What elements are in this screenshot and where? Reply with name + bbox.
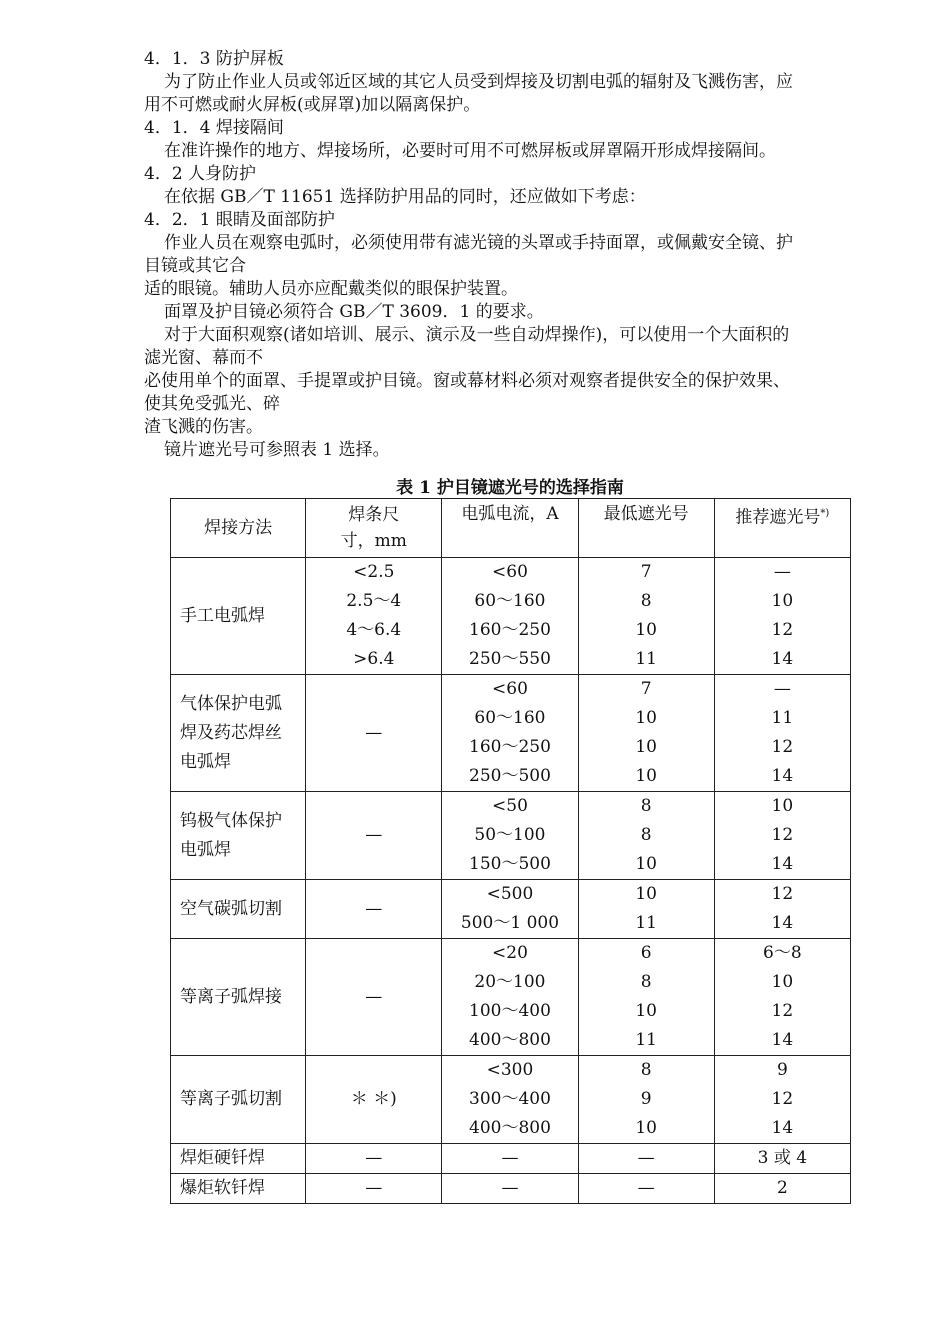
min-value: 10 xyxy=(635,1001,657,1021)
table-body xyxy=(171,558,851,1204)
body-line: 镜片遮光号可参照表 1 选择。 xyxy=(164,440,390,460)
current-value: 60～160 xyxy=(474,708,546,728)
welding-method-text: 气体保护电弧焊及药芯焊丝电弧焊 xyxy=(180,693,282,772)
rec-value: 14 xyxy=(771,766,794,786)
table-row xyxy=(171,1174,851,1204)
size-value: 4～6.4 xyxy=(346,620,402,640)
size-value: — xyxy=(365,1178,383,1198)
current-value: 160～250 xyxy=(469,737,551,757)
body-line: 在依据 GB／T 11651 选择防护用品的同时，还应做如下考虑： xyxy=(164,187,646,207)
min-value: 10 xyxy=(635,708,657,728)
rec-value: 14 xyxy=(771,854,794,874)
size-cell xyxy=(306,1174,442,1204)
current-value: 160～250 xyxy=(469,620,551,640)
body-text xyxy=(144,48,876,462)
welding-method-text: 空气碳弧切割 xyxy=(180,898,282,919)
current-cell xyxy=(442,558,578,675)
table-row xyxy=(171,939,851,1056)
current-value: <300 xyxy=(486,1060,534,1080)
table-row xyxy=(171,558,851,675)
size-cell xyxy=(306,1056,442,1144)
welding-method-text: 爆炬软钎焊 xyxy=(180,1178,265,1198)
body-line: 4．2 人身防护 xyxy=(144,164,257,184)
current-value: <500 xyxy=(486,884,534,904)
min-value: 11 xyxy=(635,649,657,669)
min-cell xyxy=(578,792,714,880)
body-line: 面罩及护目镜必须符合 GB／T 3609．1 的要求。 xyxy=(164,302,544,322)
rec-value: 12 xyxy=(771,737,794,757)
min-value: 9 xyxy=(640,1089,652,1109)
rec-value: 14 xyxy=(771,1118,794,1138)
body-line: 作业人员在观察电弧时，必须使用带有滤光镜的头罩或手持面罩，或佩戴安全镜、护 xyxy=(164,233,793,253)
table-row xyxy=(171,880,851,939)
header-welding-method: 焊接方法 xyxy=(171,499,306,558)
current-value: 100～400 xyxy=(469,1001,551,1021)
size-value: — xyxy=(365,987,383,1007)
current-value: 250～550 xyxy=(469,649,551,669)
body-line: 适的眼镜。辅助人员亦应配戴类似的眼保护装置。 xyxy=(144,279,518,299)
min-value: — xyxy=(637,1178,655,1198)
header-footnote-mark: *) xyxy=(820,508,830,519)
current-value: 400～800 xyxy=(469,1118,551,1138)
body-line: 目镜或其它合 xyxy=(144,256,246,276)
rec-value: 12 xyxy=(771,884,794,904)
body-line: 使其免受弧光、碎 xyxy=(144,394,280,414)
shade-number-table xyxy=(170,498,851,1204)
rec-value: 6～8 xyxy=(763,943,802,963)
min-cell xyxy=(578,1174,714,1204)
current-cell xyxy=(442,1144,578,1174)
rec-cell xyxy=(714,558,850,675)
welding-method-text: 钨极气体保护电弧焊 xyxy=(180,810,282,860)
current-value: 250～500 xyxy=(469,766,551,786)
current-value: <60 xyxy=(492,562,528,582)
welding-method-cell xyxy=(171,1056,306,1144)
min-value: 6 xyxy=(640,943,652,963)
header-min-shade: 最低遮光号 xyxy=(578,499,714,558)
size-cell xyxy=(306,792,442,880)
current-value: — xyxy=(501,1178,519,1198)
min-value: 10 xyxy=(635,1118,657,1138)
size-value: — xyxy=(365,899,383,919)
rec-value: 10 xyxy=(771,591,794,611)
min-value: — xyxy=(637,1148,655,1168)
min-value: 11 xyxy=(635,1030,657,1050)
welding-method-cell xyxy=(171,792,306,880)
min-value: 8 xyxy=(640,972,652,992)
current-value: <20 xyxy=(492,943,528,963)
min-value: 8 xyxy=(640,1060,652,1080)
rec-value: 2 xyxy=(776,1178,788,1198)
current-cell xyxy=(442,1056,578,1144)
body-line: 4．2．1 眼睛及面部防护 xyxy=(144,210,335,230)
min-cell xyxy=(578,1144,714,1174)
min-value: 11 xyxy=(635,913,657,933)
body-line: 渣飞溅的伤害。 xyxy=(144,417,263,437)
current-cell xyxy=(442,939,578,1056)
current-value: 300～400 xyxy=(469,1089,551,1109)
current-value: — xyxy=(501,1148,519,1168)
header-recommended-shade-text: 推荐遮光号 xyxy=(735,507,821,528)
current-value: <50 xyxy=(492,796,528,816)
welding-method-cell xyxy=(171,1144,306,1174)
header-arc-current: 电弧电流，A xyxy=(442,499,578,558)
size-value: >6.4 xyxy=(353,649,395,669)
table-row xyxy=(171,675,851,792)
rec-cell xyxy=(714,792,850,880)
body-line: 在准许操作的地方、焊接场所，必要时可用不可燃屏板或屏罩隔开形成焊接隔间。 xyxy=(164,141,776,161)
table-row xyxy=(171,1056,851,1144)
size-cell xyxy=(306,675,442,792)
current-cell xyxy=(442,1174,578,1204)
min-cell xyxy=(578,880,714,939)
min-value: 8 xyxy=(640,825,652,845)
welding-method-text: 等离子弧焊接 xyxy=(180,986,282,1007)
header-electrode-size-text: 焊条尺寸，mm xyxy=(340,505,407,551)
rec-value: 14 xyxy=(771,649,794,669)
min-value: 7 xyxy=(640,562,652,582)
min-value: 10 xyxy=(635,620,657,640)
min-cell xyxy=(578,675,714,792)
rec-value: — xyxy=(773,562,791,582)
welding-method-cell xyxy=(171,675,306,792)
rec-value: 12 xyxy=(771,825,794,845)
body-line: 用不可燃或耐火屏板(或屏罩)加以隔离保护。 xyxy=(144,95,481,115)
size-cell xyxy=(306,1144,442,1174)
rec-cell xyxy=(714,880,850,939)
size-value: <2.5 xyxy=(353,562,395,582)
rec-cell xyxy=(714,1056,850,1144)
header-electrode-size xyxy=(306,499,442,558)
min-value: 8 xyxy=(640,796,652,816)
current-value: 60～160 xyxy=(474,591,546,611)
current-cell xyxy=(442,675,578,792)
size-cell xyxy=(306,939,442,1056)
min-value: 8 xyxy=(640,591,652,611)
welding-method-text: 等离子弧切割 xyxy=(180,1089,282,1109)
min-cell xyxy=(578,1056,714,1144)
rec-value: 3 或 4 xyxy=(757,1148,808,1168)
rec-cell xyxy=(714,1174,850,1204)
welding-method-text: 手工电弧焊 xyxy=(180,605,265,626)
rec-value: — xyxy=(773,679,791,699)
current-value: <60 xyxy=(492,679,528,699)
welding-method-text: 焊炬硬钎焊 xyxy=(180,1148,265,1168)
body-line: 4．1．3 防护屏板 xyxy=(144,49,284,69)
header-recommended-shade xyxy=(714,499,850,558)
current-value: 400～800 xyxy=(469,1030,551,1050)
min-value: 10 xyxy=(635,766,657,786)
size-value: — xyxy=(365,825,383,845)
size-value: 2.5～4 xyxy=(346,591,402,611)
current-value: 20～100 xyxy=(474,972,546,992)
rec-value: 10 xyxy=(771,796,794,816)
size-value: — xyxy=(365,1148,383,1168)
rec-value: 12 xyxy=(771,620,794,640)
body-line: 滤光窗、幕而不 xyxy=(144,348,263,368)
body-line: 4．1．4 焊接隔间 xyxy=(144,118,284,138)
min-cell xyxy=(578,558,714,675)
min-value: 7 xyxy=(640,679,652,699)
size-cell xyxy=(306,558,442,675)
min-value: 10 xyxy=(635,737,657,757)
current-value: 150～500 xyxy=(469,854,551,874)
rec-cell xyxy=(714,1144,850,1174)
min-value: 10 xyxy=(635,884,657,904)
current-value: 50～100 xyxy=(474,825,546,845)
size-value: ＊ ＊) xyxy=(350,1089,397,1109)
rec-value: 11 xyxy=(771,708,794,728)
size-cell xyxy=(306,880,442,939)
body-line: 为了防止作业人员或邻近区域的其它人员受到焊接及切割电弧的辐射及飞溅伤害，应 xyxy=(164,72,793,92)
table-row xyxy=(171,1144,851,1174)
welding-method-cell xyxy=(171,939,306,1056)
table-header-row xyxy=(171,499,851,558)
body-line: 必使用单个的面罩、手提罩或护目镜。窗或幕材料必须对观察者提供安全的保护效果、 xyxy=(144,371,790,391)
min-cell xyxy=(578,939,714,1056)
current-cell xyxy=(442,792,578,880)
rec-value: 12 xyxy=(771,1001,794,1021)
current-value: 500～1 000 xyxy=(460,913,560,933)
body-line: 对于大面积观察(诸如培训、展示、演示及一些自动焊操作)，可以使用一个大面积的 xyxy=(164,325,790,345)
current-cell xyxy=(442,880,578,939)
rec-value: 10 xyxy=(771,972,794,992)
rec-cell xyxy=(714,939,850,1056)
rec-value: 9 xyxy=(776,1060,788,1080)
size-value: — xyxy=(365,723,383,743)
rec-value: 12 xyxy=(771,1089,794,1109)
min-value: 10 xyxy=(635,854,657,874)
rec-value: 14 xyxy=(771,913,794,933)
table-row xyxy=(171,792,851,880)
welding-method-cell xyxy=(171,880,306,939)
welding-method-cell xyxy=(171,1174,306,1204)
rec-cell xyxy=(714,675,850,792)
welding-method-cell xyxy=(171,558,306,675)
table-title: 表 1 护目镜遮光号的选择指南 xyxy=(396,478,624,498)
rec-value: 14 xyxy=(771,1030,794,1050)
